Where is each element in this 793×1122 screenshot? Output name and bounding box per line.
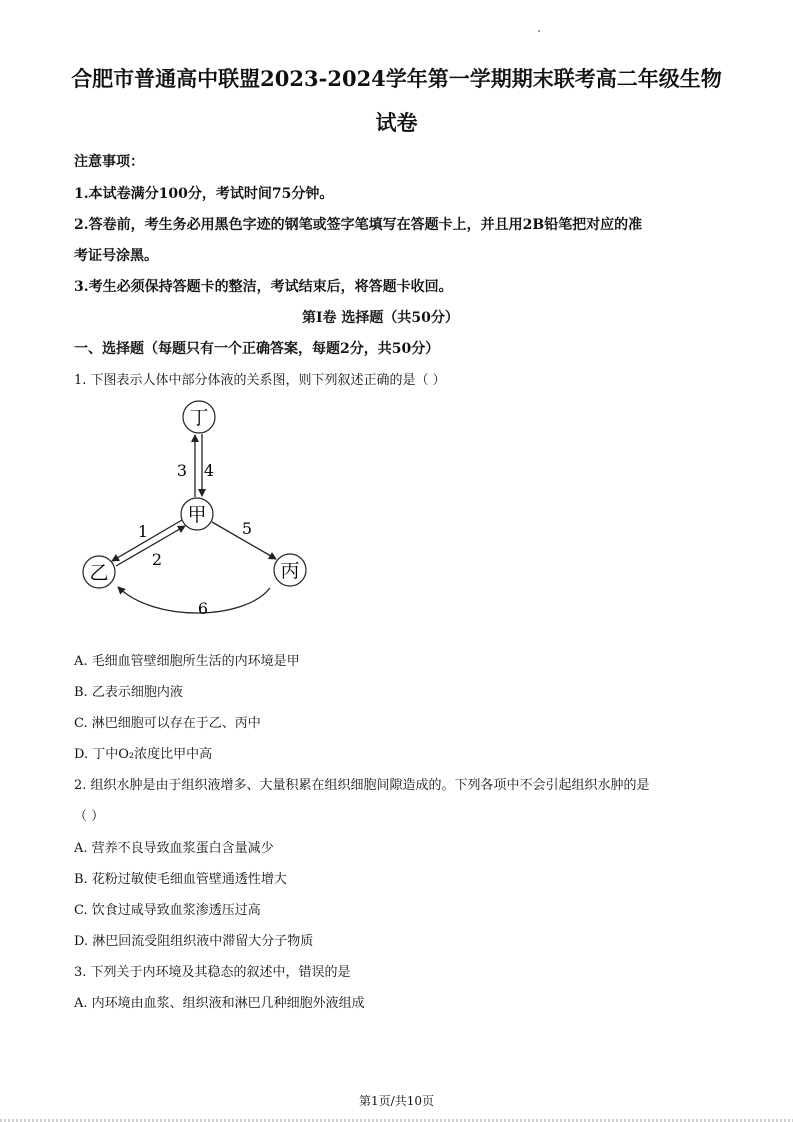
label-6: 6: [197, 599, 209, 618]
label-4: 4: [203, 461, 215, 480]
question-2-stem: 2. 组织水肿是由于组织液增多、大量积累在组织细胞间隙造成的。下列各项中不会引起组织水肿的是: [74, 778, 650, 793]
q3-option-a: A. 内环境由血浆、组织液和淋巴几种细胞外液组成: [74, 996, 365, 1011]
question-2-stem-cont: （ ）: [74, 809, 105, 824]
body-fluid-diagram: [70, 395, 320, 625]
arrow-6: [118, 587, 270, 613]
q1-option-a: A. 毛细血管壁细胞所生活的内环境是甲: [74, 654, 300, 669]
exam-title-line1: 合肥市普通高中联盟2023-2024学年第一学期期末联考高二年级生物: [71, 66, 722, 91]
question-3-stem: 3. 下列关于内环境及其稳态的叙述中，错误的是: [74, 965, 351, 980]
q2-option-d: D. 淋巴回流受阻组织液中滞留大分子物质: [74, 934, 314, 949]
q1-option-b: B. 乙表示细胞内液: [74, 685, 183, 700]
exam-title-line2: 试卷: [375, 110, 418, 135]
node-ding-label: 丁: [189, 407, 209, 429]
notice-heading: 注意事项：: [74, 154, 144, 170]
label-2: 2: [151, 550, 163, 569]
q2-option-b: B. 花粉过敏使毛细血管壁通透性增大: [74, 872, 287, 887]
notice-item-3: 3.考生必须保持答题卡的整洁，考试结束后，将答题卡收回。: [74, 279, 453, 295]
q2-option-a: A. 营养不良导致血浆蛋白含量减少: [74, 841, 274, 856]
notice-item-2: 2.答卷前，考生务必用黑色字迹的钢笔或签字笔填写在答题卡上，并且用2B铅笔把对应的准: [74, 217, 643, 233]
label-5: 5: [241, 519, 253, 538]
notice-item-1: 1.本试卷满分100分，考试时间75分钟。: [74, 186, 334, 202]
part-title: 第Ⅰ卷 选择题（共50分）: [302, 310, 459, 326]
node-yi-label: 乙: [89, 562, 109, 584]
node-jia-label: 甲: [187, 504, 207, 526]
page-footer: 第1页/共10页: [359, 1094, 434, 1108]
arrow-2: [116, 526, 185, 566]
scan-dot: [538, 30, 540, 32]
notice-item-2-cont: 考证号涂黑。: [74, 248, 158, 264]
label-1: 1: [137, 522, 149, 541]
section-title: 一、选择题（每题只有一个正确答案，每题2分，共50分）: [74, 341, 440, 357]
q1-option-d: D. 丁中O₂浓度比甲中高: [74, 747, 213, 762]
node-bing-label: 丙: [280, 560, 300, 582]
question-1-stem: 1. 下图表示人体中部分体液的关系图，则下列叙述正确的是（ ）: [74, 373, 446, 388]
q1-option-c: C. 淋巴细胞可以存在于乙、丙中: [74, 716, 261, 731]
label-3: 3: [176, 461, 188, 480]
q2-option-c: C. 饮食过咸导致血浆渗透压过高: [74, 903, 261, 918]
